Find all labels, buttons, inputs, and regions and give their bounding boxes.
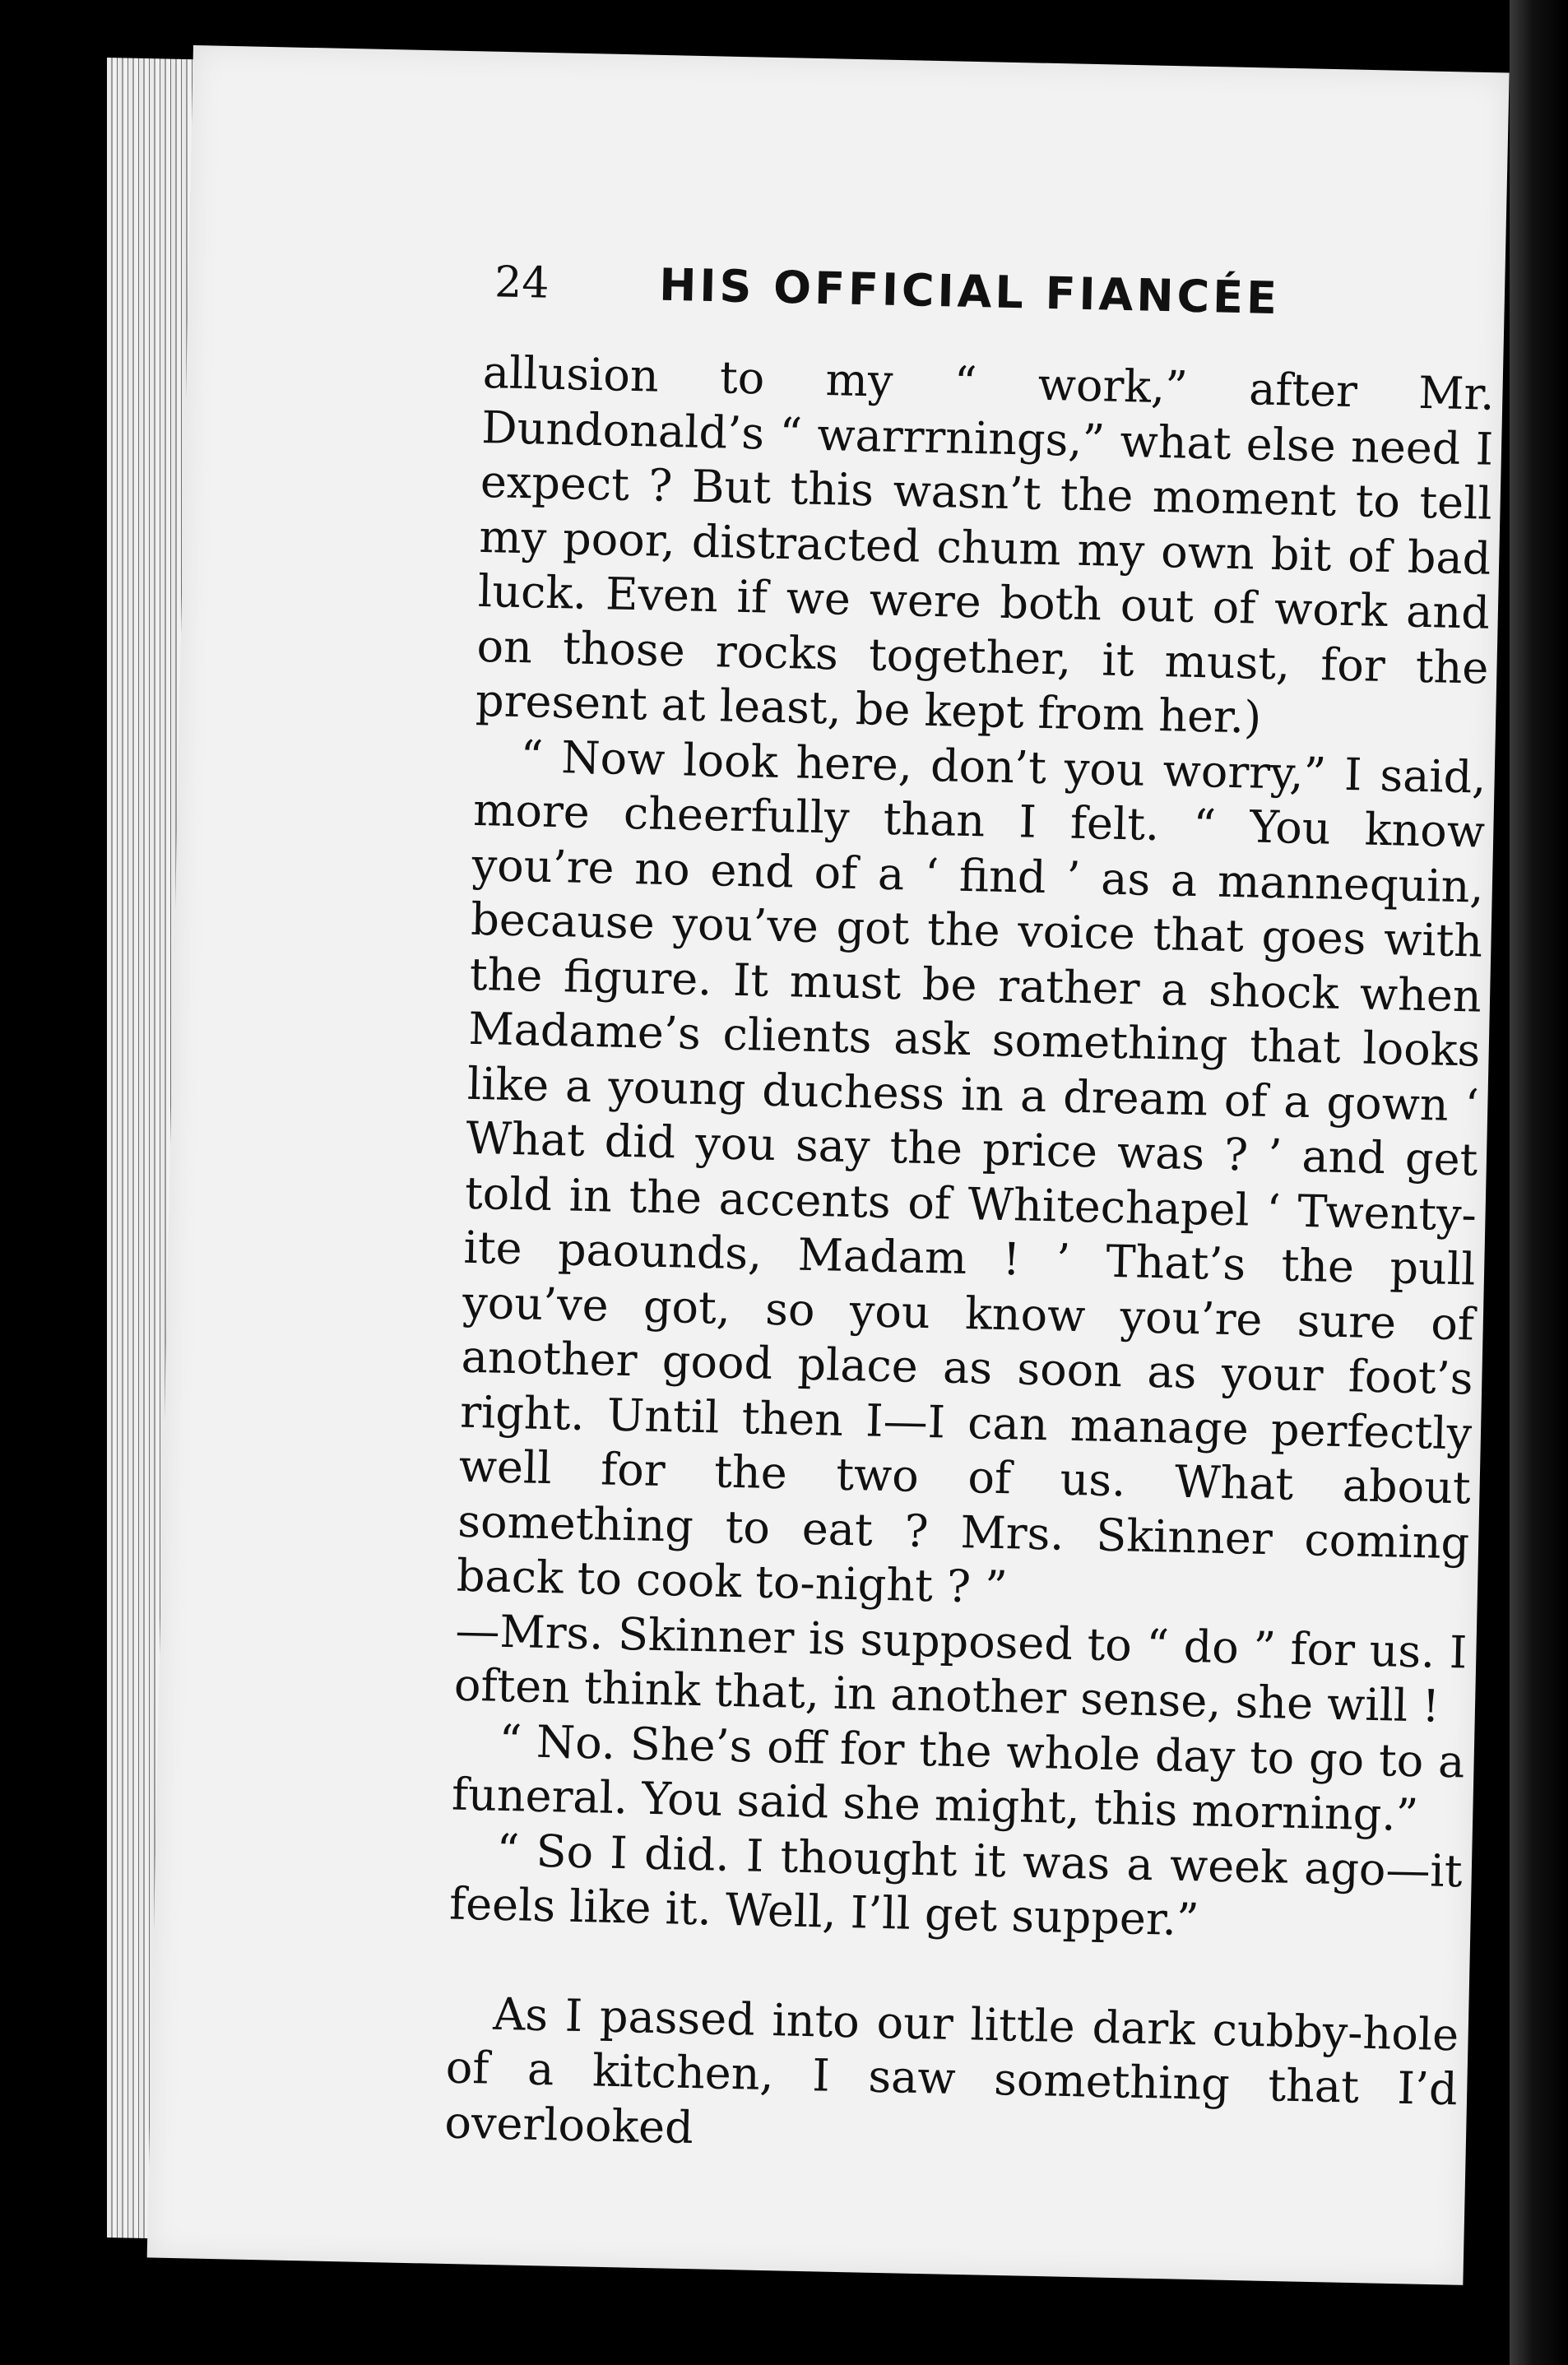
paragraph: “ No. She’s off for the whole day to go to a funeral. You said she might, this morning.” [451, 1714, 1466, 1842]
paragraph: “ Now look here, don’t you worry,” I said, more cheerfully than I felt. “ You know you’re no end of a ‘ find ’ as a mannequin, because you’ve got the voice that goes with the figure. It must be rather a shock when Madame’s clients ask something that looks like a young duchess in a dream of a gown ‘ What did you say the price was ? ’ and get told in the accents of Whitechapel ‘ Twenty-ite paounds, Madam ! ’ That’s the pull you’ve got, so you know you’re sure of another good place as soon as your foot’s right. Until then I—I can manage perfectly well for the two of us. What about something to eat ? Mrs. Skinner coming back to cook to-night ? ” [456, 730, 1487, 1614]
page-right-shadow [1510, 0, 1568, 2365]
paragraph: —Mrs. Skinner is supposed to “ do ” for us. I often think that, in another sense, she will ! [453, 1604, 1468, 1732]
paragraph: “ So I did. I thought it was a week ago—it feels like it. Well, I’ll get supper.” [448, 1824, 1464, 1946]
paragraph: As I passed into our little dark cubby-hole of a kitchen, I saw something that I’d overlooked [443, 1987, 1459, 2154]
paragraph: allusion to my “ work,” after Mr. Dundonald’s “ warrrnings,” what else need I expect ? But this wasn’t the moment to tell my poor, distracted chum my own bit of bad luck. Even if we were both out of work and on those rocks together, it must, for the present at least, be kept from her.) [475, 345, 1496, 744]
page-text-block [444, 255, 1497, 2172]
page-number: 24 [494, 257, 550, 308]
running-title: HIS OFFICIAL FIANCÉE [658, 258, 1281, 325]
